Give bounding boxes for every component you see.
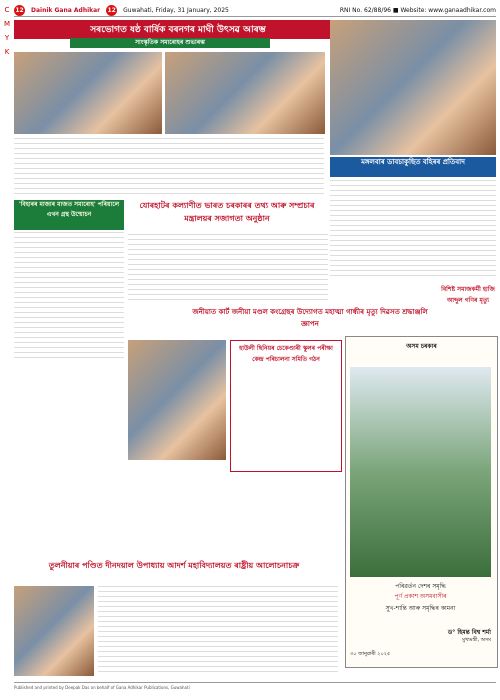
story3-headline: যোৰহাটৰ কল্যাণীত ভাৰত চৰকাৰৰ তথ্য আৰু সম্প্ৰচাৰ মন্ত্ৰালয়ৰ সজাগতা অনুষ্ঠান bbox=[139, 201, 315, 223]
ad-signer-title: মুখ্যমন্ত্ৰী, অসম bbox=[462, 637, 491, 643]
government-advertisement bbox=[345, 336, 498, 668]
page-number-right: 12 bbox=[107, 6, 116, 14]
ad-signer: ড° হিমন্ত বিশ্ব শৰ্মা bbox=[447, 629, 491, 636]
masthead: Dainik Gana Adhikar bbox=[31, 6, 101, 14]
page-header bbox=[14, 4, 496, 17]
black-mark: K bbox=[4, 48, 10, 56]
page-number: 12 bbox=[15, 6, 24, 14]
lead-photo-3 bbox=[330, 20, 496, 155]
story8-headline: তুলনীয়াৰ পণ্ডিত দীনদয়াল উপাধ্যায় আদৰ্শ মহাবিদ্যালয়ত ৰাষ্ট্ৰীয় আলোচনাচক্ৰ bbox=[48, 561, 300, 570]
story7-photo bbox=[128, 340, 226, 460]
ad-issuer: অসম চৰকাৰ bbox=[406, 343, 437, 350]
story3-body bbox=[128, 234, 328, 302]
story7-headline: হাউলী ছিনিয়ৰ চেকেণ্ডাৰী স্কুলৰ পৰীক্ষা কেন্দ্ৰ পৰিচালনা সমিতি গঠন bbox=[239, 345, 333, 363]
ad-message-3: সুখ-শান্তি আৰু সমৃদ্ধিৰ কামনা bbox=[385, 605, 456, 612]
date: Guwahati, Friday, 31 January, 2025 bbox=[123, 6, 229, 14]
footer: Published and printed by Deepak Das on behalf of Gana Adhikar Publications, Guwahati bbox=[14, 682, 496, 690]
ad-message-1: পৰিৱৰ্তন দেশৰ সমৃদ্ধি bbox=[395, 583, 446, 590]
story7-box bbox=[230, 340, 342, 472]
lead-photo-2 bbox=[165, 52, 325, 134]
lead-subhead: সাংস্কৃতিক সমাৰোহৰ শুভাৰম্ভ bbox=[70, 38, 270, 48]
ad-date: ৩০ জানুৱাৰী ২০২৫ bbox=[350, 651, 391, 657]
story2-body bbox=[330, 180, 496, 280]
story2-headline: মঙ্গলবাৰ ডাবচাকুছিত বহিৰৰ প্ৰতিবাদ bbox=[330, 157, 496, 177]
lead-body bbox=[14, 138, 324, 198]
rni: RNI No. 62/88/96 ■ Website: www.ganaadhikar.com bbox=[339, 6, 496, 14]
yellow-mark: Y bbox=[4, 34, 10, 42]
story8-photo bbox=[14, 586, 94, 676]
ad-message-2: পূৰ্ণ প্ৰকাশ অসমবাসীৰ bbox=[394, 593, 447, 600]
magenta-mark: M bbox=[3, 20, 11, 28]
story4-headline: বিশিষ্ট সমাজকৰ্মী হাজি আব্দুল গণিৰ মৃত্যু bbox=[441, 286, 495, 304]
color-registration-strip bbox=[2, 0, 12, 700]
ad-photo bbox=[350, 367, 491, 577]
lead-photo-1 bbox=[14, 52, 162, 134]
story6-body bbox=[14, 232, 124, 362]
story5-headline: জনীয়াত কাৰ্ট জনীয়া মণ্ডল কংগ্ৰেছৰ উদ্যোগত মহাত্মা গান্ধীৰ মৃত্যু দিৱসত শ্ৰদ্ধাঞ্জলি জ্ঞাপন bbox=[192, 308, 428, 328]
story6-headline: 'বিহাৰৰ মাজাৰ মাজত সমাৰোহ' পৰিয়ালে এখন গ্ৰন্থ উন্মোচন bbox=[14, 200, 124, 230]
cyan-mark: C bbox=[4, 6, 10, 14]
story8-body bbox=[98, 586, 338, 676]
lead-headline: সৰভোগত ষষ্ঠ বাৰ্ষিক বৰনগৰ মাঘী উৎসৱ আৰম্ভ bbox=[14, 20, 342, 39]
